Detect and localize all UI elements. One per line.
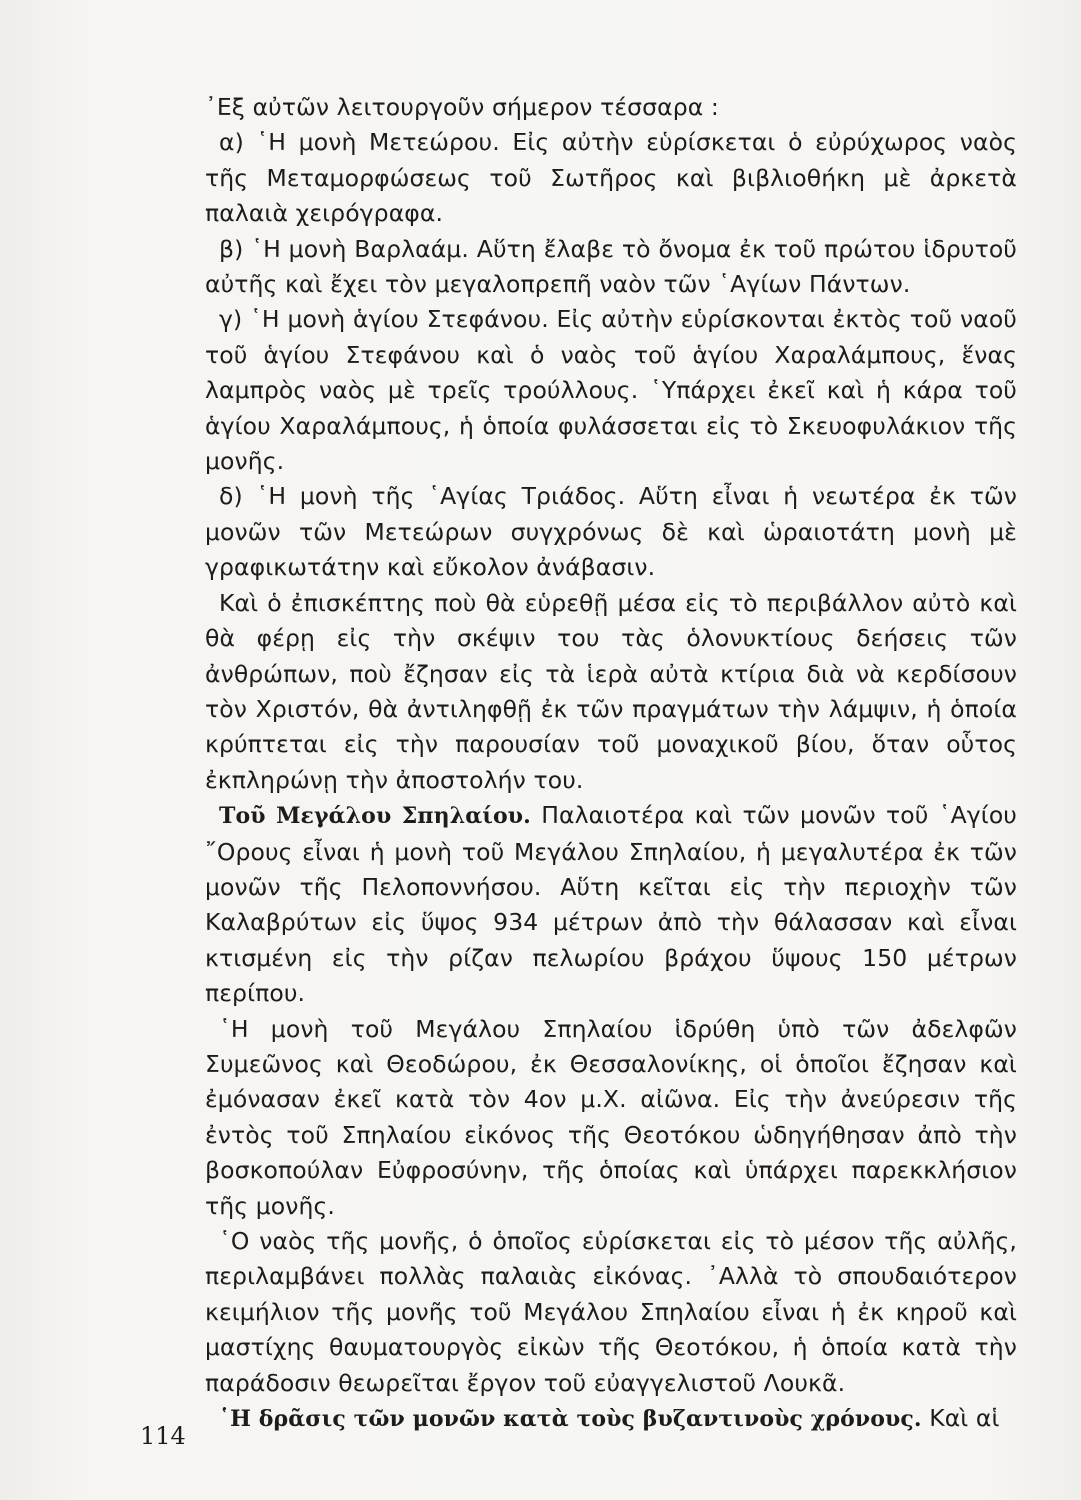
body-text [205, 90, 1017, 1437]
paragraph-byzantine: ῾Η δρᾶσις τῶν μονῶν κατὰ τοὺς βυζαντινοὺς χρόνους. Καὶ αἱ [219, 1404, 1000, 1433]
paragraph-meteoron: α) ῾Η μονὴ Μετεώρου. Εἰς αὐτὴν εὑρίσκεται ὁ εὐρύχωρος ναὸς τῆς Μεταμορφώσεως τοῦ Σωτῆρος καὶ βιβλιοθήκη μὲ ἀρκετὰ παλαιὰ χειρόγραφα. [205, 128, 1017, 228]
paragraph-church: ῾Ο ναὸς τῆς μονῆς, ὁ ὁποῖος εὑρίσκεται εἰς τὸ μέσον τῆς αὐλῆς, περιλαμβάνει πολλὰς παλαιὰς εἰκόνας. ᾿Αλλὰ τὸ σπουδαιότερον κειμήλιον τῆς μονῆς τοῦ Μεγάλου Σπηλαίου εἶναι ἡ ἐκ κηροῦ καὶ μαστίχης θαυματουργὸς εἰκὼν τῆς Θεοτόκου, ἡ ὁποία κατὰ τὴν παράδοσιν θεωρεῖται ἔργον τοῦ εὐαγγελιστοῦ Λουκᾶ. [205, 1227, 1017, 1397]
paragraph-varlaam: β) ῾Η μονὴ Βαρλαάμ. Αὕτη ἔλαβε τὸ ὄνομα ἐκ τοῦ πρώτου ἱδρυτοῦ αὐτῆς καὶ ἔχει τὸν μεγαλοπρεπῆ ναὸν τῶν ῾Αγίων Πάντων. [205, 234, 1017, 299]
paragraph-mega-spilaio: Τοῦ Μεγάλου Σπηλαίου. Παλαιοτέρα καὶ τῶν μονῶν τοῦ ῾Αγίου ῎Ορους εἶναι ἡ μονὴ τοῦ Μεγάλου Σπηλαίου, ἡ μεγαλυτέρα ἐκ τῶν μονῶν τῆς Πελοποννήσου. Αὕτη κεῖται εἰς τὴν περιοχὴν τῶν Καλαβρύτων εἰς ὕψος 934 μέτρων ἀπὸ τὴν θάλασσαν καὶ εἶναι κτισμένη εἰς τὴν ρίζαν πελωρίου βράχου ὕψους 150 μέτρων περίπου. [205, 801, 1018, 1008]
paragraph-agios-stefanos: γ) ῾Η μονὴ ἁγίου Στεφάνου. Εἰς αὐτὴν εὑρίσκονται ἐκτὸς τοῦ ναοῦ τοῦ ἁγίου Στεφάνου καὶ ὁ ναὸς τοῦ ἁγίου Χαραλάμπους, ἕνας λαμπρὸς ναὸς μὲ τρεῖς τρούλλους. ῾Υπάρχει ἐκεῖ καὶ ἡ κάρα τοῦ ἁγίου Χαραλάμπους, ἡ ὁποία φυλάσσεται εἰς τὸ Σκευοφυλάκιον τῆς μονῆς. [205, 305, 1017, 476]
section-heading-byzantine: ῾Η δρᾶσις τῶν μονῶν κατὰ τοὺς βυζαντινοὺς χρόνους. [219, 1406, 922, 1433]
paragraph-agia-triada: δ) ῾Η μονὴ τῆς ῾Αγίας Τριάδος. Αὕτη εἶναι ἡ νεωτέρα ἐκ τῶν μονῶν τῶν Μετεώρων συγχρόνως δὲ καὶ ὡραιοτάτη μονὴ μὲ γραφικωτάτην καὶ εὔκολον ἀνάβασιν. [205, 482, 1017, 582]
paragraph-visitor: Καὶ ὁ ἐπισκέπτης ποὺ θὰ εὑρεθῇ μέσα εἰς τὸ περιβάλλον αὐτὸ καὶ θὰ φέρῃ εἰς τὴν σκέψιν του τὰς ὁλονυκτίους δεήσεις τῶν ἀνθρώπων, ποὺ ἔζησαν εἰς τὰ ἱερὰ αὐτὰ κτίρια διὰ νὰ κερδίσουν τὸν Χριστόν, θὰ ἀντιληφθῇ ἐκ τῶν πραγμάτων τὴν λάμψιν, ἡ ὁποία κρύπτεται εἰς τὴν παρουσίαν τοῦ μοναχικοῦ βίου, ὅταν οὗτος ἐκπληρώνῃ τὴν ἀποστολήν του. [205, 588, 1017, 794]
paragraph-founding: ῾Η μονὴ τοῦ Μεγάλου Σπηλαίου ἱδρύθη ὑπὸ τῶν ἀδελφῶν Συμεῶνος καὶ Θεοδώρου, ἐκ Θεσσαλονίκης, οἱ ὁποῖοι ἔζησαν καὶ ἐμόνασαν ἐκεῖ κατὰ τὸν 4ον μ.Χ. αἰῶνα. Εἰς τὴν ἀνεύρεσιν τῆς ἐντὸς τοῦ Σπηλαίου εἰκόνος τῆς Θεοτόκου ὡδηγήθησαν ἀπὸ τὴν βοσκοπούλαν Εὐφροσύνην, τῆς ὁποίας καὶ ὑπάρχει παρεκκλήσιον τῆς μονῆς. [205, 1014, 1017, 1220]
section-heading-mega-spilaio: Τοῦ Μεγάλου Σπηλαίου. [219, 803, 531, 830]
paragraph-intro: ᾿Εξ αὐτῶν λειτουργοῦν σήμερον τέσσαρα : [205, 93, 719, 121]
page-number: 114 [140, 1422, 186, 1450]
